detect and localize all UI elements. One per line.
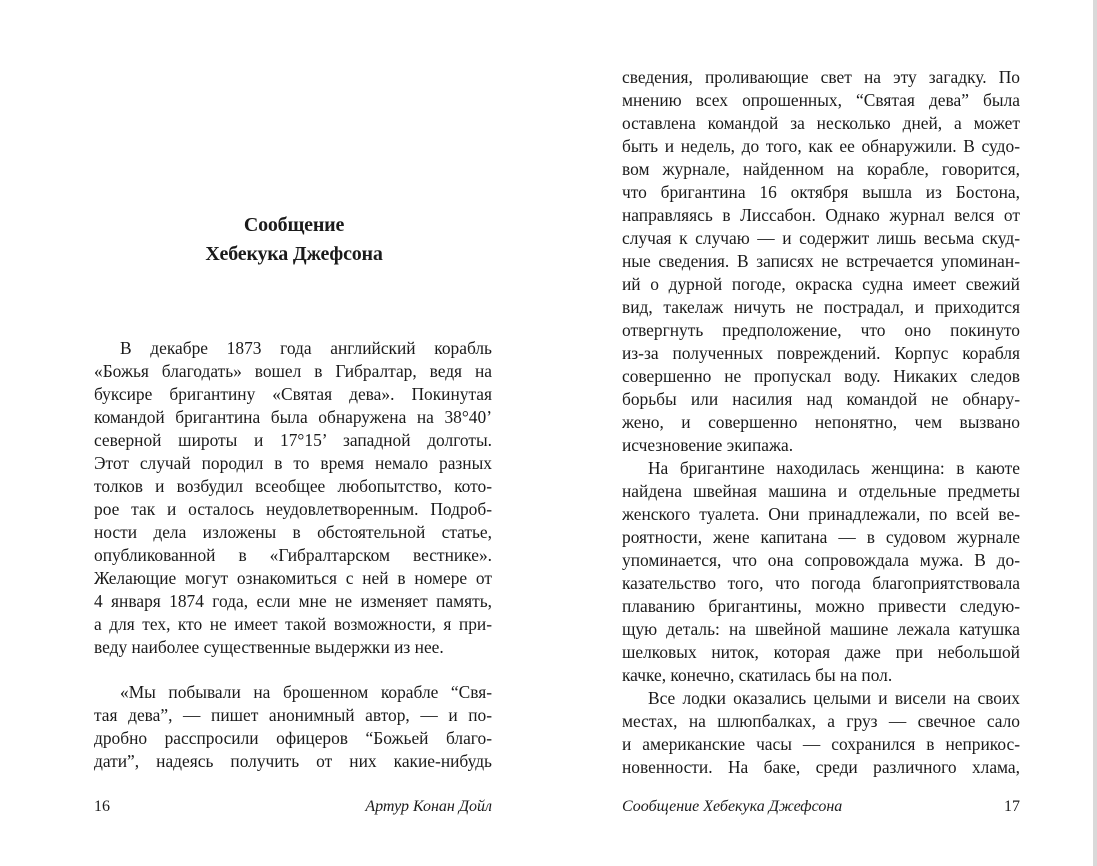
text-line: Все лодки оказались целыми и висели на своих — [648, 688, 1020, 708]
text-line: из-за полученных повреждений. Корпус корабля — [622, 343, 1020, 363]
text-line: 4 января 1874 года, если мне не изменяет память, — [94, 591, 492, 611]
text-line: оставлена командой за несколько дней, а может — [622, 113, 1020, 133]
text-line: новенности. На баке, среди различного хлама, — [622, 757, 1020, 777]
chapter-title — [94, 211, 494, 269]
text-line: упоминается, что она сопровождала мужа. В до- — [622, 550, 1020, 570]
text-line: направляясь в Лиссабон. Однако журнал велся от — [622, 205, 1020, 225]
text-line: отвергнуть предположение, что оно покинуто — [622, 320, 1020, 340]
text-line: толков и возбудил всеобщее любопытство, кото- — [94, 476, 492, 496]
left-paragraph-1 — [94, 337, 492, 659]
text-line: командой бригантина была обнаружена на 38°40’ — [94, 407, 492, 427]
text-line: дробно расспросили офицеров “Божьей благо- — [94, 728, 492, 748]
text-line: дати”, надеясь получить от них какие-нибудь — [94, 751, 492, 771]
text-line: опубликованной в «Гибралтарском вестнике». — [94, 545, 492, 565]
text-line: ные сведения. В записях не встречается упоминан- — [622, 251, 1020, 271]
text-line: и американские часы — сохранился в неприкос- — [622, 734, 1020, 754]
text-line: Этот случай породил в то время немало разных — [94, 453, 492, 473]
page-number: 16 — [94, 798, 110, 815]
text-line: северной широты и 17°15’ западной долготы. — [94, 430, 492, 450]
text-line: случая к случаю — и содержит лишь весьма скуд- — [622, 228, 1020, 248]
text-line: жено, и совершенно непонятно, чем вызвано — [622, 412, 1020, 432]
left-page — [0, 0, 548, 866]
chapter-title-line: Хебекука Джефсона — [205, 243, 383, 265]
text-line: местах, на шлюпбалках, а груз — свечное сало — [622, 711, 1020, 731]
text-line: В декабре 1873 года английский корабль — [120, 338, 492, 358]
text-line: роятности, жене капитана — в судовом журнале — [622, 527, 1020, 547]
text-line: На бригантине находилась женщина: в каюте — [648, 458, 1020, 478]
text-line: быть и недель, до того, как ее обнаружили. В судо- — [622, 136, 1020, 156]
text-line: сведения, проливающие свет на эту загадку. По — [622, 67, 1020, 87]
text-line: казательство того, что погода благоприятствовала — [622, 573, 1020, 593]
chapter-title-line: Сообщение — [243, 214, 345, 236]
text-line: рое так и осталось неудовлетворенным. Подроб- — [94, 499, 492, 519]
text-line: найдена швейная машина и отдельные предметы — [622, 481, 1020, 501]
text-line: тая дева”, — пишет анонимный автор, — и по- — [94, 705, 492, 725]
text-line: вид, такелаж ничуть не пострадал, и приходится — [622, 297, 1020, 317]
running-footer: Артур Конан Дойл — [365, 798, 492, 815]
text-line: мнению всех опрошенных, “Святая дева” была — [622, 90, 1020, 110]
text-line: что бригантина 16 октября вышла из Бостона, — [622, 182, 1020, 202]
page-number: 17 — [1004, 798, 1020, 815]
text-line: качке, конечно, скатилась бы на пол. — [622, 665, 893, 685]
text-line: ий о дурной погоде, окраска судна имеет свежий — [622, 274, 1020, 294]
text-line: совершенно не пропускал воду. Никаких следов — [622, 366, 1020, 386]
text-line: женского туалета. Они принадлежали, по всей ве- — [622, 504, 1020, 524]
text-line: «Мы побывали на брошенном корабле “Свя- — [120, 682, 492, 702]
text-line: исчезновение экипажа. — [622, 435, 794, 455]
page-edge — [1093, 0, 1097, 866]
left-paragraph-2 — [94, 681, 492, 773]
text-line: плаванию бригантины, можно привести следую- — [622, 596, 1020, 616]
text-line: буксире бригантину «Святая дева». Покинутая — [94, 384, 492, 404]
text-line: вом журнале, найденном на корабле, говорится, — [622, 159, 1020, 179]
right-page — [548, 0, 1097, 866]
text-line: а для тех, кто не имеет такой возможности, я при- — [94, 614, 492, 634]
right-paragraph-1 — [622, 66, 1020, 779]
text-line: шелковых ниток, которая даже при небольшой — [622, 642, 1020, 662]
text-line: Желающие могут ознакомиться с ней в номере от — [94, 568, 492, 588]
running-footer: Сообщение Хебекука Джефсона — [622, 798, 843, 815]
text-line: щую деталь: на швейной машине лежала катушка — [622, 619, 1020, 639]
text-line: ности дела изложены в обстоятельной статье, — [94, 522, 492, 542]
text-line: веду наиболее существенные выдержки из нее. — [94, 637, 444, 657]
text-line: «Божья благодать» вошел в Гибралтар, ведя на — [94, 361, 492, 381]
text-line: борьбы или насилия над командой не обнару- — [622, 389, 1020, 409]
